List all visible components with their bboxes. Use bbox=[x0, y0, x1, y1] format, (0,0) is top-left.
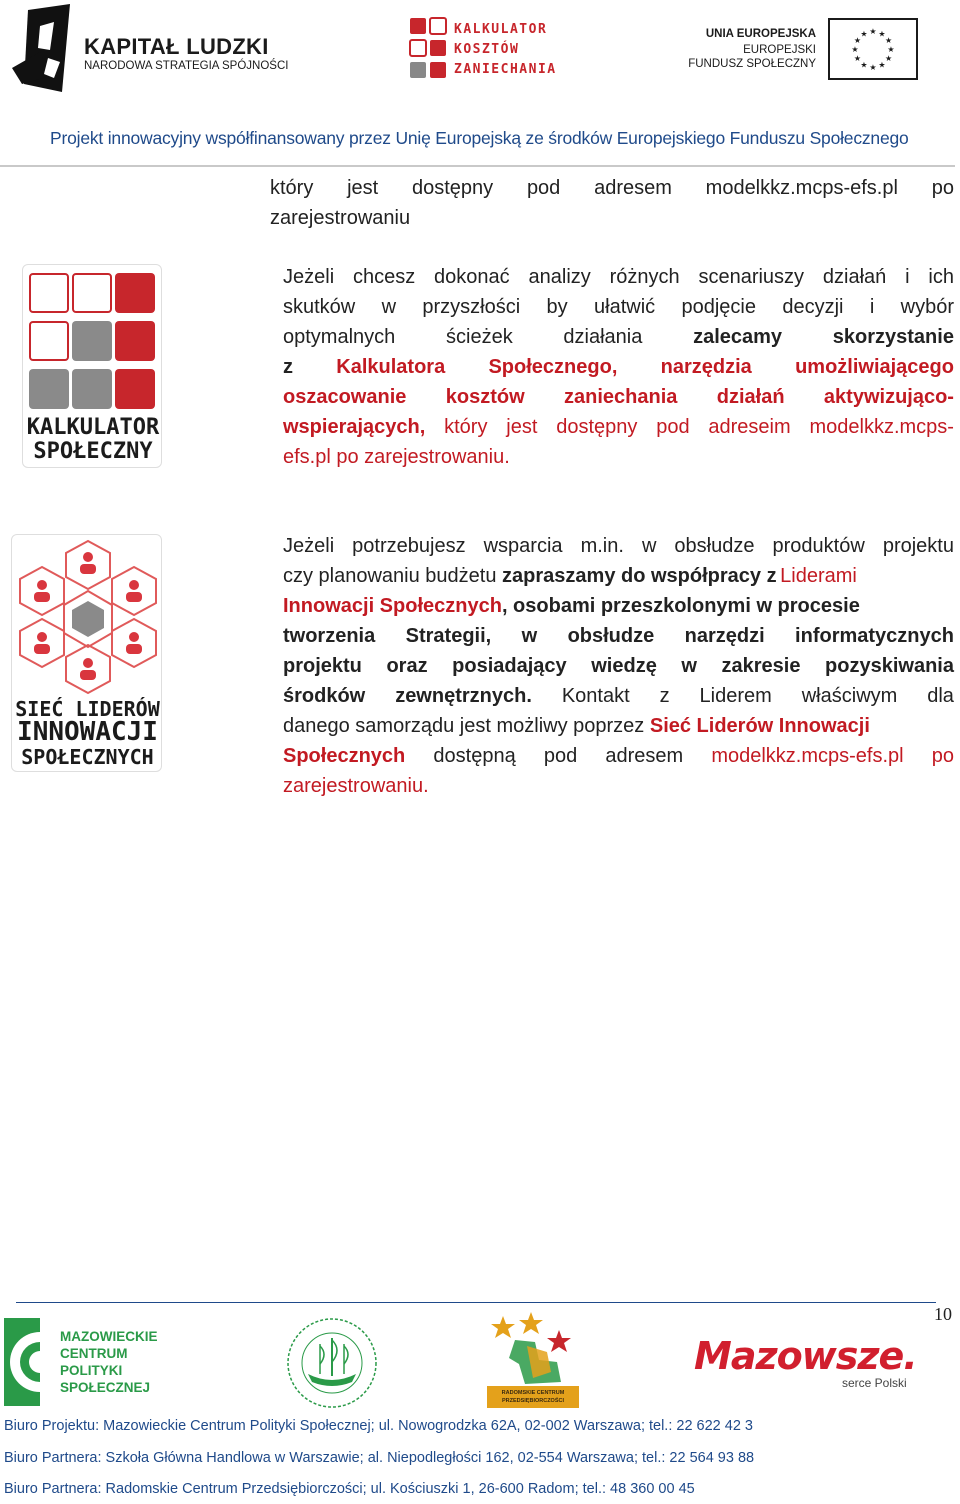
eu-star-icon: ★ bbox=[878, 60, 886, 70]
p0-line2: zarejestrowaniu bbox=[270, 207, 411, 229]
kapital-ludzki-emblem-icon bbox=[10, 4, 90, 96]
paragraph-intro-continuation bbox=[270, 173, 954, 233]
p1-line1: Jeżeli chcesz dokonać analizy różnych scenariuszy działań i ich bbox=[283, 266, 954, 288]
p2-line6: środków zewnętrznych. Kontakt z Liderem właściwym dla bbox=[283, 685, 954, 707]
eu-star-icon: ★ bbox=[860, 60, 868, 70]
p2-line7: danego samorządu jest możliwy poprzez Sieć Liderów Innowacji bbox=[283, 715, 870, 737]
p1-line4: z Kalkulatora Społecznego, narzędzia umożliwiającego bbox=[283, 356, 954, 378]
project-cofinancing-line: Projekt innowacyjny współfinansowany przez Unię Europejską ze środków Europejskiego Funduszu Społecznego bbox=[50, 128, 909, 148]
p2-line4: tworzenia Strategii, w obsłudze narzędzi informatycznych bbox=[283, 625, 954, 647]
paragraph-kalkulator bbox=[283, 262, 954, 472]
header-divider bbox=[0, 165, 955, 167]
p2-line9: zarejestrowaniu. bbox=[283, 775, 429, 797]
p2-line5: projektu oraz posiadający wiedzę w zakresie pozyskiwania bbox=[283, 655, 954, 677]
rcp-line1: RADOMSKIE CENTRUM bbox=[501, 1390, 565, 1396]
p2-line8: Społecznych dostępną pod adresem modelkkz.mcps-efs.pl po bbox=[283, 745, 954, 767]
address-partner-rcp: Biuro Partnera: Radomskie Centrum Przedsiębiorczości; ul. Kościuszki 1, 26-600 Radom; tel.: 48 360 00 45 bbox=[4, 1481, 695, 1497]
p2-line2: czy planowaniu budżetu zapraszamy do współpracy z Liderami bbox=[283, 565, 857, 587]
eu-star-icon: ★ bbox=[887, 45, 895, 54]
p1-line6: wspierających, który jest dostępny pod adreseim modelkkz.mcps- bbox=[283, 416, 954, 438]
mcps-logo bbox=[4, 1318, 170, 1406]
rcp-stars-icon bbox=[485, 1312, 581, 1386]
eu-star-icon: ★ bbox=[851, 45, 859, 54]
siec-liderow-line3: SPOŁECZNYCH bbox=[21, 745, 154, 769]
page-number: 10 bbox=[934, 1304, 952, 1324]
siec-liderow-network-icon bbox=[12, 535, 163, 695]
p1-line5: oszacowanie kosztów zaniechania działań aktywizująco- bbox=[283, 386, 954, 408]
rcp-line2: PRZEDSIĘBIORCZOŚCI bbox=[501, 1398, 565, 1404]
footer-divider bbox=[16, 1302, 936, 1303]
sgh-seal-logo bbox=[282, 1314, 382, 1412]
mcps-line3: POLITYKI bbox=[60, 1363, 123, 1378]
kosztow-word: KOSZTÓW bbox=[454, 42, 520, 57]
p1-line7: efs.pl po zarejestrowaniu. bbox=[283, 446, 510, 468]
mcps-emblem-icon bbox=[4, 1318, 58, 1406]
rcp-logo bbox=[485, 1312, 581, 1410]
eu-star-icon: ★ bbox=[878, 29, 886, 39]
siec-liderow-line1: SIEĆ LIDERÓW bbox=[15, 697, 160, 721]
kalkulator-grid-icon bbox=[408, 16, 452, 80]
kapital-ludzki-title: KAPITAŁ LUDZKI bbox=[84, 34, 269, 59]
eu-star-icon: ★ bbox=[853, 54, 861, 63]
mcps-line1: MAZOWIECKIE bbox=[60, 1329, 158, 1344]
mcps-line4: SPOŁECZNEJ bbox=[60, 1380, 151, 1395]
kalkulator-spoleczny-line1: KALKULATOR bbox=[26, 415, 160, 440]
eu-star-icon: ★ bbox=[860, 29, 868, 39]
p1-line3: optymalnych ścieżek działania zalecamy skorzystanie bbox=[283, 326, 954, 348]
p0-line1: który jest dostępny pod adresem modelkkz.mcps-efs.pl po bbox=[270, 177, 954, 199]
sgh-ship-seal-icon bbox=[282, 1314, 382, 1412]
eu-star-icon: ★ bbox=[869, 27, 877, 36]
zaniechania-word: ZANIECHANIA bbox=[454, 62, 557, 77]
p2-line3: Innowacji Społecznych, osobami przeszkolonymi w procesie bbox=[283, 595, 860, 617]
kalkulator-spoleczny-line2: SPOŁECZNY bbox=[33, 439, 153, 464]
p2-line1: Jeżeli potrzebujesz wsparcia m.in. w obsłudze produktów projektu bbox=[283, 535, 954, 557]
kalkulator-spoleczny-logo bbox=[22, 264, 162, 468]
eu-star-icon: ★ bbox=[885, 36, 893, 45]
siec-liderow-line2: INNOWACJI bbox=[17, 717, 158, 747]
eu-line1: UNIA EUROPEJSKA bbox=[705, 28, 816, 40]
eu-flag-icon bbox=[828, 18, 918, 80]
address-project-office: Biuro Projektu: Mazowieckie Centrum Polityki Społecznej; ul. Nowogrodzka 62A, 02-002 Warszawa; tel.: 22 622 42 3 bbox=[4, 1418, 753, 1434]
eu-star-icon: ★ bbox=[869, 63, 877, 72]
eu-line2: EUROPEJSKI bbox=[743, 44, 816, 56]
kalkulator-kosztow-logo bbox=[408, 16, 557, 80]
paragraph-liderzy bbox=[283, 531, 954, 801]
mazowsze-logo bbox=[694, 1334, 924, 1396]
eu-logo bbox=[690, 22, 920, 84]
mazowsze-wordmark: Mazowsze. bbox=[694, 1334, 917, 1378]
eu-star-icon: ★ bbox=[853, 36, 861, 45]
eu-star-icon: ★ bbox=[885, 54, 893, 63]
eu-line3: FUNDUSZ SPOŁECZNY bbox=[688, 58, 816, 70]
mazowsze-tagline: serce Polski bbox=[842, 1376, 907, 1390]
address-partner-sgh: Biuro Partnera: Szkoła Główna Handlowa w Warszawie; al. Niepodległości 162, 02-554 Warszawa; tel.: 22 564 93 88 bbox=[4, 1450, 755, 1466]
kalkulator-word: KALKULATOR bbox=[454, 22, 548, 37]
p1-line2: skutków w przyszłości by ułatwić podjęcie decyzji i wybór bbox=[283, 296, 954, 318]
mcps-line2: CENTRUM bbox=[60, 1346, 128, 1361]
kapital-ludzki-subtitle: NARODOWA STRATEGIA SPÓJNOŚCI bbox=[84, 60, 289, 72]
siec-liderow-logo bbox=[11, 534, 162, 772]
